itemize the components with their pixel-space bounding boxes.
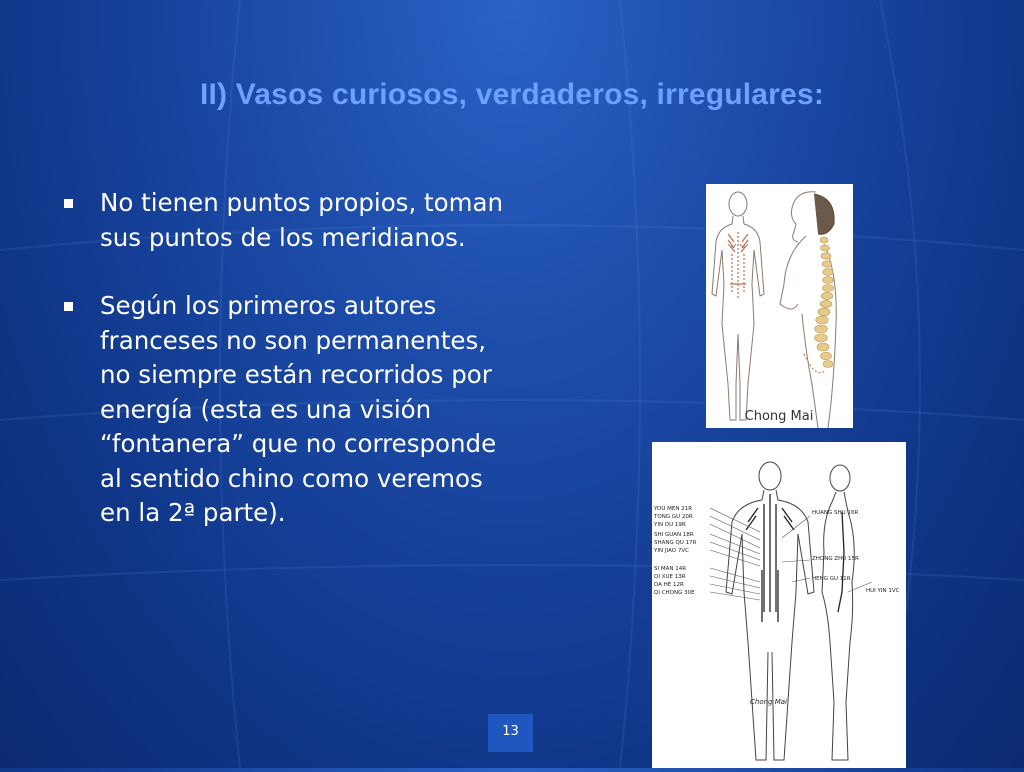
bullet-item [62, 186, 512, 255]
acupoint-label: QI XUE 13R [654, 574, 686, 580]
chong-mai-illustration [706, 184, 853, 428]
bullet-text: Según los primeros autores franceses no son permanentes, no siempre están recorridos por energía (esta es una visión “fontanera” que no corresponde al sentido chino como veremos en la 2ª parte). [100, 291, 497, 527]
bullet-list [62, 186, 512, 565]
acupoint-label: YIN DU 19R [654, 522, 686, 528]
bottom-image-caption: Chong Mai [750, 698, 787, 706]
top-image-caption: Chong Mai [744, 409, 814, 424]
acupoint-label: HUI YIN 1VC [866, 588, 900, 594]
acupoint-label: HUANG SHU 16R [812, 510, 859, 516]
page-number: 13 [488, 714, 533, 752]
bullet-text: No tienen puntos propios, toman sus puntos de los meridianos. [100, 188, 504, 252]
acupoint-label: YOU MEN 21R [654, 506, 693, 512]
acupoint-label: QI CHONG 30E [654, 590, 695, 596]
acupoint-label: SI MAN 14R [654, 566, 687, 572]
bullet-square-icon [64, 302, 73, 311]
bullet-item [62, 289, 512, 531]
slide-title: II) Vasos curiosos, verdaderos, irregulares: [199, 78, 825, 111]
bullet-square-icon [64, 199, 73, 208]
acupoint-label: DA HE 12R [654, 582, 684, 588]
acupoint-label: YIN JIAO 7VC [654, 548, 689, 554]
chong-mai-acupoint-chart [652, 442, 906, 768]
chong-mai-figure-drawing [706, 184, 853, 428]
acupoint-label: HENG GU 11R [812, 576, 851, 582]
acupoint-label: SHANG QU 17R [654, 540, 697, 546]
acupoint-label: SHI GUAN 18R [654, 532, 694, 538]
acupoint-figure-drawing [652, 442, 906, 768]
acupoint-label: ZHONG ZHU 15R [812, 556, 859, 562]
acupoint-label: TONG GU 20R [654, 514, 693, 520]
